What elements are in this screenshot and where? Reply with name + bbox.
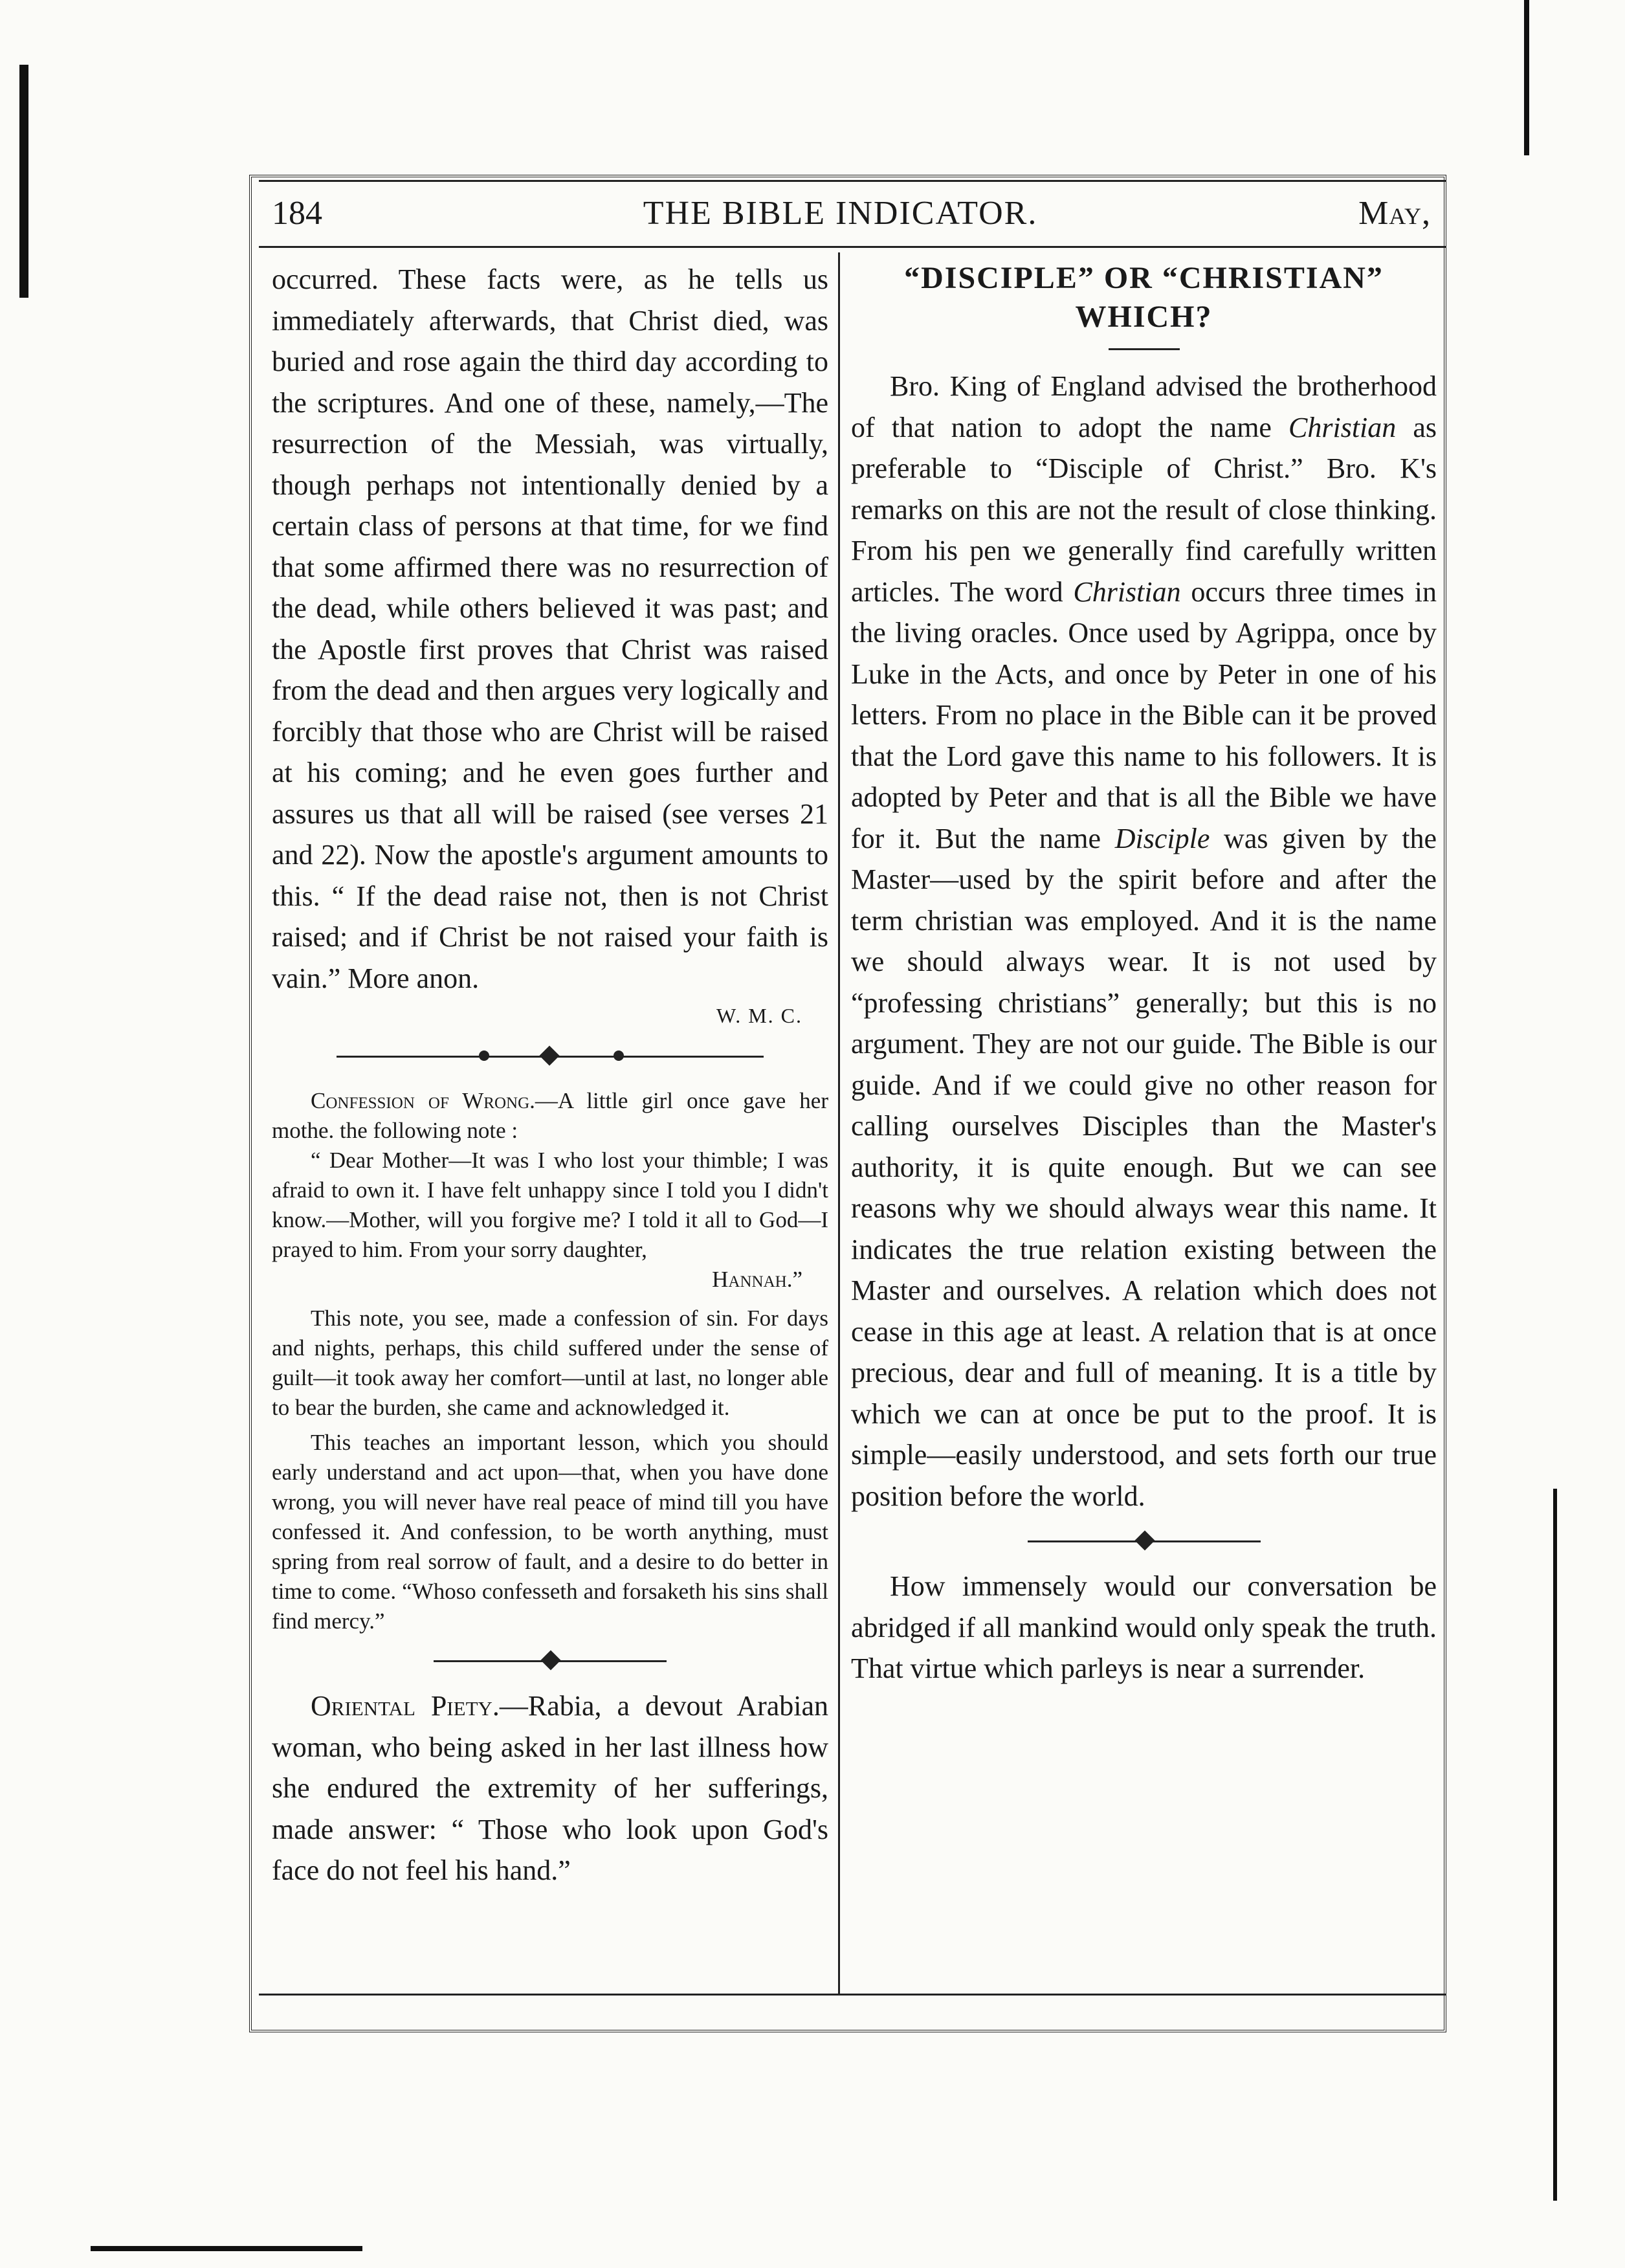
piety-heading: Oriental Piety. (311, 1690, 500, 1722)
issue-month: May, (1358, 195, 1431, 232)
article-italic-2: Christian (1073, 575, 1181, 608)
article-text-2: as preferable to “Disciple of Christ.” Bro. K's remarks on this are not the result of close thinking. From his pen we generally find carefully written articles. The word (851, 411, 1437, 608)
right-divider (1028, 1528, 1261, 1554)
scan-edge-left (19, 65, 28, 298)
header-rule (259, 180, 1446, 182)
piety-text: —Rabia, a devout Arabian woman, who being asked in her last illness how she endured the extremity of her sufferings, made answer: “ Those who look upon God's face do not feel his hand.” (272, 1690, 828, 1886)
article-text-1: Bro. King of England advised the brotherhood of that nation to adopt the name (851, 370, 1437, 443)
lesson-paragraph: This teaches an important lesson, which you should early understand and act upon—that, when you have done wrong, you will never have real peace of mind till you have confessed it. And confession, to be worth anything, must spring from real sorrow of fault, and a desire to do better in time to come. “Whoso confesseth and forsaketh his sins shall find mercy.” (272, 1430, 828, 1634)
confession-heading: Confession of Wrong. (311, 1088, 535, 1113)
letter-text: “ Dear Mother—It was I who lost your thimble; I was afraid to own it. I have felt unhappy since I told you I didn't know.—Mother, will you forgive me? I told it all to God—I prayed to him. From your sorry daughter, (272, 1148, 828, 1262)
confession-section (272, 1086, 828, 1636)
column-divider (838, 252, 840, 1994)
article-italic-3: Disciple (1114, 822, 1210, 854)
scan-edge-bottom (91, 2246, 362, 2251)
closing-paragraph: How immensely would our conversation be abridged if all mankind would only speak the truth. That virtue which parleys is near a surrender. (851, 1570, 1437, 1684)
article-italic-1: Christian (1288, 411, 1397, 443)
bottom-rule (259, 1994, 1446, 1996)
running-header (272, 194, 1431, 239)
page-number: 184 (272, 195, 322, 232)
column-top-rule (259, 246, 1446, 248)
letter-signature: Hannah.” (712, 1267, 802, 1292)
piety-paragraph (272, 1685, 828, 1891)
headline-rule (1109, 348, 1180, 350)
article-continuation: occurred. These facts were, as he tells us immediately afterwards, that Christ died, was buried and rose again the third day according to the scriptures. And one of these, namely,—The resurrection of the Messiah, was virtually, though perhaps not intentionally denied by a certain class of persons at that time, for we find that some affirmed there was no resurrection of the dead, while others believed it was past; and the Apostle first proves that Christ was raised from the dead and then argues very logically and forcibly that those who are Christ will be raised at his coming; and he even goes further and assures us that all will be raised (see verses 21 and 22). Now the apostle's argument amounts to this. “ If the dead raise not, then is not Christ raised; and if Christ be not raised your faith is vain.” More anon. (272, 263, 828, 994)
article-body (851, 366, 1437, 1517)
right-column (851, 259, 1437, 1689)
small-divider (434, 1648, 667, 1674)
left-column (272, 259, 828, 1891)
scan-edge-right-lower (1553, 1489, 1557, 2201)
ornamental-divider (337, 1043, 764, 1069)
scan-edge-right (1524, 0, 1529, 155)
confession-intro: —A little girl once gave her mothe. the following note : (272, 1088, 828, 1143)
periodical-title: THE BIBLE INDICATOR. (643, 195, 1038, 232)
note-paragraph: This note, you see, made a confession of sin. For days and nights, perhaps, this child suffered under the sense of guilt—it took away her comfort—until at last, no longer able to bear the burden, she came and acknowledged it. (272, 1306, 828, 1420)
article-text-4: was given by the Master—used by the spirit before and after the term christian was employed. And it is the name we should always wear. It is not used by “professing christians” generally; but this is no argument. They are not our guide. The Bible is our guide. And if we could give no other reason for calling ourselves Disciples than the Master's authority, it is quite enough. But we can see reasons why we should always wear this name. It indicates the true relation existing between the Master and ourselves. A relation which does not cease in this age at least. A relation that is at once precious, dear and full of meaning. It is a title by which we can at once be put to the proof. It is simple—easily understood, and sets forth our true position before the world. (851, 822, 1437, 1512)
article-headline: “DISCIPLE” OR “CHRISTIAN” WHICH? (904, 261, 1384, 334)
article-text-3: occurs three times in the living oracles. Once used by Agrippa, once by Luke in the Acts, and once by Peter in one of his letters. From no place in the Bible can it be proved that the Lord gave this name to his followers. It is adopted by Peter and that is all the Bible we have for it. But the name (851, 575, 1437, 854)
article-signature: W. M. C. (716, 1004, 802, 1027)
